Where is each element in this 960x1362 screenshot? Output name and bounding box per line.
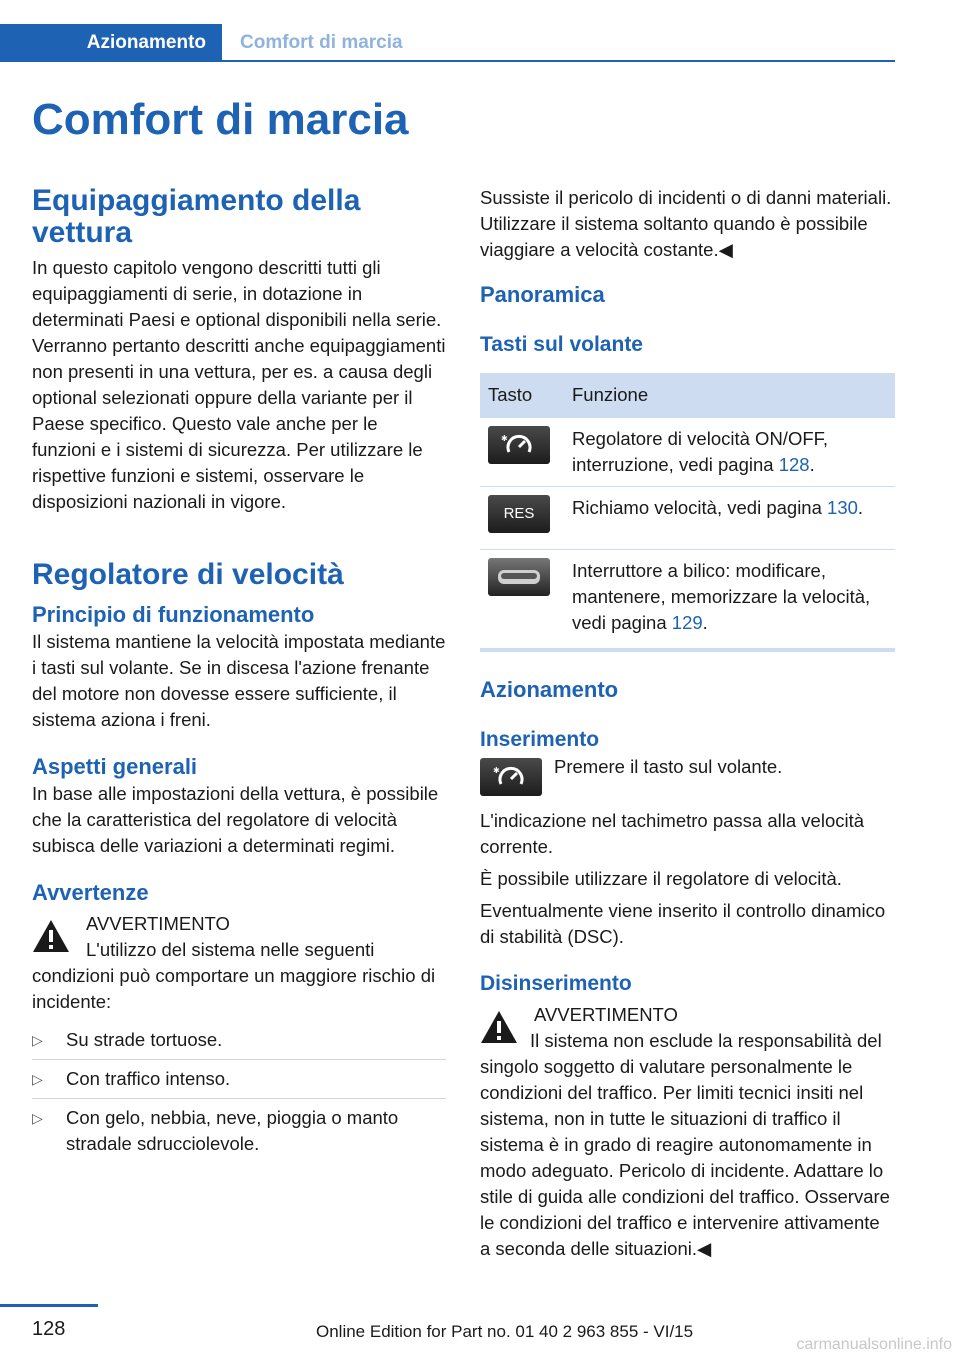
table-cell: Interruttore a bilico: modificare, mantenere, memorizzare la velocità, vedi pagina 129. — [564, 550, 895, 651]
table-row — [480, 418, 895, 487]
triangle-bullet-icon: ▷ — [32, 1071, 43, 1087]
table-cell: Regolatore di velocità ON/OFF, interruzione, vedi pagina 128. — [564, 418, 895, 487]
section-title-equipaggiamento: Equipaggiamento della vettura — [32, 184, 361, 249]
subsection-panoramica: Panoramica — [480, 282, 605, 307]
warning-text: L'utilizzo del sistema nelle seguenti condizioni può comportare un maggiore rischio di incidente: — [32, 939, 436, 1012]
table-header-tasto: Tasto — [480, 373, 564, 418]
page-link-129[interactable]: 129 — [671, 612, 703, 633]
indicazione-paragraph: L'indicazione nel tachimetro passa alla velocità corrente. — [480, 810, 865, 857]
table-row — [480, 550, 895, 651]
page-link-128[interactable]: 128 — [778, 454, 810, 475]
table-row — [480, 487, 895, 550]
aspetti-paragraph: In base alle impostazioni della vettura, è possibile che la caratteristica del regolatore di velocità subisca delle variazioni a determinati regimi. — [32, 783, 439, 856]
cruise-control-icon — [480, 758, 542, 796]
subsection-principio: Principio di funzionamento — [32, 602, 315, 627]
res-button: RES — [488, 495, 550, 533]
possibile-paragraph: È possibile utilizzare il regolatore di velocità. — [480, 868, 842, 889]
keys-table — [480, 373, 895, 652]
warning-icon — [32, 919, 70, 953]
triangle-bullet-icon: ▷ — [32, 1032, 43, 1048]
equip-paragraph: In questo capitolo vengono descritti tutti gli equipaggiamenti di serie, in dotazione in determinati Paesi e optional disponibili nella serie. Verranno pertanto descritti anche equipaggiamenti non presenti in una vettura, per es. a causa degli optional selezionati oppure della variante per il Paese specifico. Questo vale anche per le funzioni e i sistemi di sicurezza. Per utilizzare le rispettive funzioni e sistemi, osservare le disposizioni nazionali in vigore. — [32, 257, 446, 512]
table-header-row — [480, 373, 895, 418]
list-item — [32, 1021, 446, 1059]
left-column — [32, 185, 446, 1163]
svg-text:✱: ✱ — [493, 766, 500, 775]
warning-text: Il sistema non esclude la responsabilità del singolo soggetto di valutare personalmente le condizioni del traffico. Per limiti tecnici insiti nel sistema, non in tutte le situazioni di traffico il sistema è in grado di reagire autonomamente in modo adeguato. Pericolo di incidente. Adattare lo stile di guida alle condizioni del traffico. Osservare le condizioni del traffico e intervenire attivamente a seconda delle situazioni.◀ — [480, 1030, 890, 1259]
warning-icon — [480, 1010, 518, 1044]
subsection-inserimento: Inserimento — [480, 728, 600, 751]
subsection-azionamento: Azionamento — [480, 677, 619, 702]
page-link-130[interactable]: 130 — [827, 497, 858, 518]
header-tab-label: Azionamento — [86, 32, 206, 53]
list-item-text: Su strade tortuose. — [66, 1029, 223, 1050]
list-item — [32, 1098, 446, 1163]
condition-list — [32, 1021, 446, 1163]
chapter-title: Comfort di marcia — [32, 95, 409, 144]
warning-label: AVVERTIMENTO — [534, 1004, 678, 1025]
header-divider — [222, 60, 895, 62]
table-header-funzione: Funzione — [564, 373, 895, 418]
section-title-regolatore: Regolatore di velocità — [32, 558, 344, 591]
page-number: 128 — [32, 1318, 66, 1340]
page-number-divider — [0, 1304, 98, 1307]
header-tab-comfort[interactable]: Comfort di marcia — [240, 32, 403, 53]
subsection-tasti: Tasti sul volante — [480, 333, 643, 356]
list-item-text: Con traffico intenso. — [66, 1068, 231, 1089]
principio-paragraph: Il sistema mantiene la velocità impostata mediante i tasti sul volante. Se in discesa l'azione frenante del motore non dovesse essere sufficiente, il sistema aziona i freni. — [32, 631, 446, 730]
subsection-avvertenze: Avvertenze — [32, 880, 149, 905]
list-item — [32, 1059, 446, 1098]
cruise-control-icon — [488, 426, 550, 464]
edition-footer: Online Edition for Part no. 01 40 2 963 855 - VI/15 — [316, 1322, 694, 1341]
right-column — [480, 185, 894, 1262]
triangle-bullet-icon: ▷ — [32, 1110, 43, 1126]
warning-label: AVVERTIMENTO — [86, 913, 230, 934]
subsection-aspetti: Aspetti generali — [32, 754, 198, 779]
svg-text:✱: ✱ — [501, 434, 508, 443]
subsection-disinserimento: Disinserimento — [480, 972, 632, 995]
header-tab-azionamento[interactable] — [0, 24, 222, 62]
inserimento-block — [480, 754, 894, 796]
risk-paragraph: Sussiste il pericolo di incidenti o di danni materiali. Utilizzare il sistema soltanto quando è possibile viaggiare a velocità costante.◀ — [480, 187, 892, 260]
inserimento-text: Premere il tasto sul volante. — [554, 756, 783, 777]
warning-box — [32, 911, 446, 959]
watermark: carmanualsonline.info — [796, 1336, 952, 1353]
list-item-text: Con gelo, nebbia, neve, pioggia o manto stradale sdrucciolevole. — [66, 1107, 399, 1154]
dsc-paragraph: Eventualmente viene inserito il controllo dinamico di stabilità (DSC). — [480, 900, 886, 947]
warning-box — [480, 1002, 894, 1050]
table-cell: Richiamo velocità, vedi pagina 130. — [564, 487, 895, 550]
rocker-switch-icon — [488, 558, 550, 596]
